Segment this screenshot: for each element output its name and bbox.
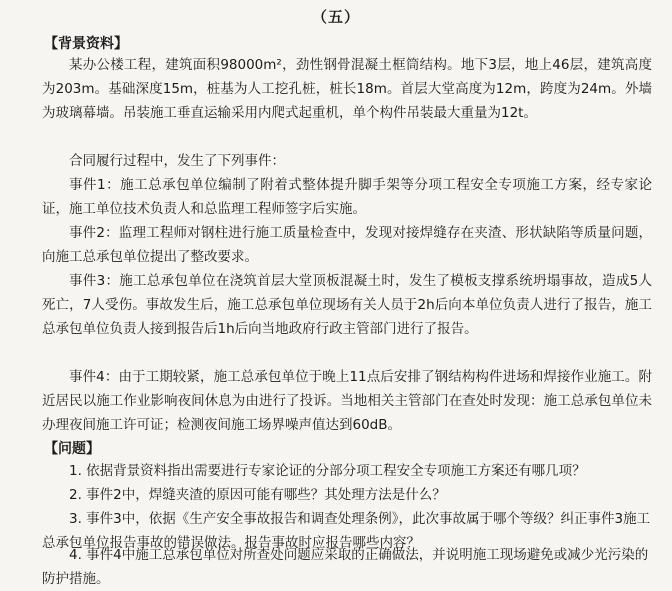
event-4: 事件4：由于工期较紧，施工总承包单位于晚上11点后安排了钢结构构件进场和焊接作业施工。附近居民以施工作业影响夜间休息为由进行了投诉。当地相关主管部门在查处时发现：施工总承包单位未办理夜间施工许可证；检测夜间施工场界噪声值达到60dB。 [42, 369, 652, 433]
question-3: 3. 事件3中，依据《生产安全事故报告和调查处理条例》，此次事故属于哪个等级？纠正事件3施工总承包单位报告事故的错误做法。报告事故时应报告哪些内容？ [42, 511, 651, 551]
event-2: 事件2：监理工程师对钢柱进行施工质量检查中，发现对接焊缝存在夹渣、形状缺陷等质量问题，向施工总承包单位提出了整改要求。 [42, 225, 652, 265]
background-paragraph: 某办公楼工程，建筑面积98000m²，劲性钢骨混凝土框筒结构。地下3层，地上46层，建筑高度为203m。基础深度15m，桩基为人工挖孔桩，桩长18m。首层大堂高度为12m，跨度为24m。外墙为玻璃幕墙。吊装施工垂直运输采用内爬式起重机，单个构件吊装最大重量为12t。 [42, 57, 652, 121]
section-title: （五） [311, 8, 360, 26]
questions-heading: 【问题】 [44, 441, 100, 457]
question-2: 2. 事件2中，焊缝夹渣的原因可能有哪些？其处理方法是什么？ [69, 487, 446, 503]
question-4: 4. 事件4中施工总承包单位对所查处问题应采取的正确做法，并说明施工现场避免或减少光污染的防护措施。 [42, 547, 649, 587]
contract-intro: 合同履行过程中，发生了下列事件： [69, 153, 285, 169]
background-heading: 【背景资料】 [44, 36, 128, 52]
event-1: 事件1：施工总承包单位编制了附着式整体提升脚手架等分项工程安全专项施工方案，经专家论证，施工单位技术负责人和总监理工程师签字后实施。 [42, 177, 652, 217]
question-1: 1. 依据背景资料指出需要进行专家论证的分部分项工程安全专项施工方案还有哪几项？ [69, 463, 586, 479]
event-3: 事件3：施工总承包单位在浇筑首层大堂顶板混凝土时，发生了模板支撑系统坍塌事故，造成5人死亡，7人受伤。事故发生后，施工总承包单位现场有关人员于2h后向本单位负责人进行了报告，施工总承包单位负责人接到报告后1h后向当地政府行政主管部门进行了报告。 [42, 273, 652, 337]
